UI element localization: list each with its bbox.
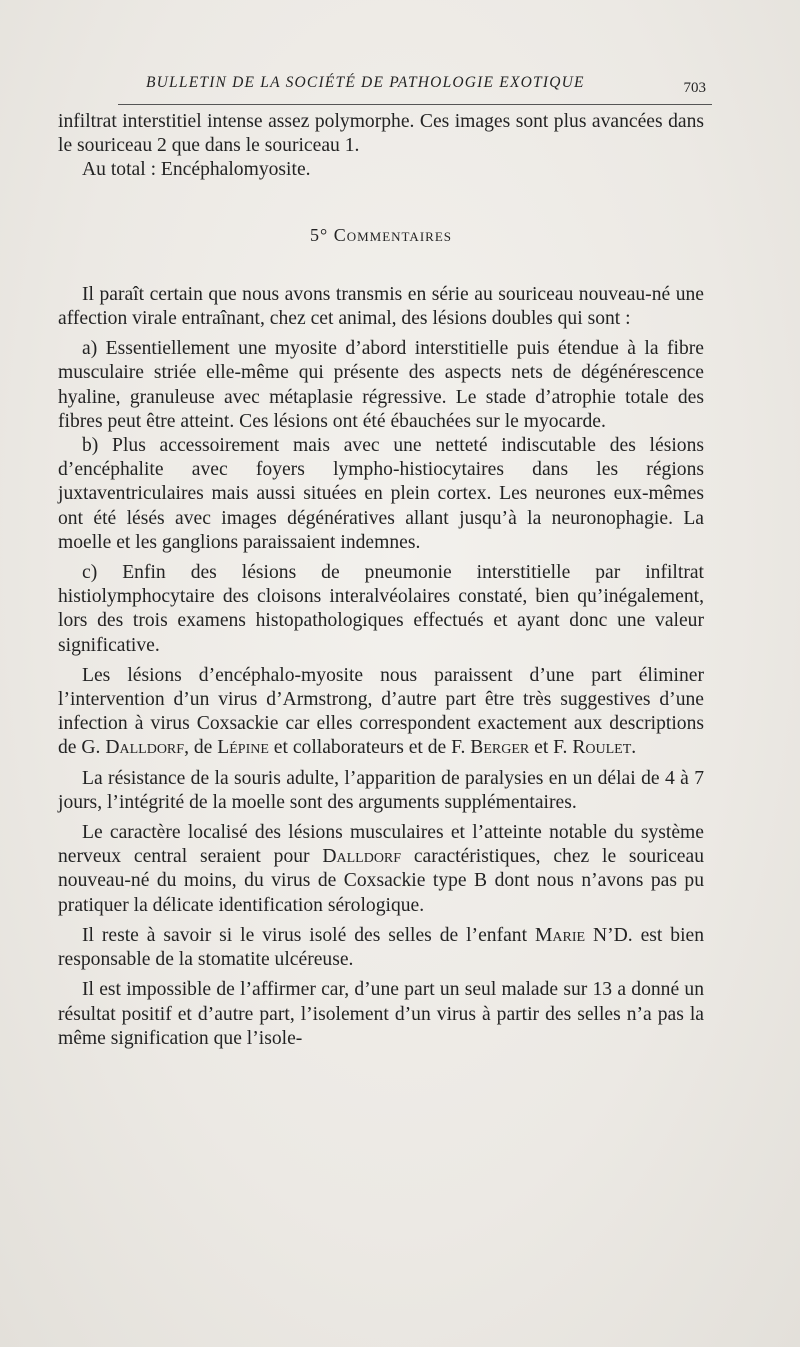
point-c-paragraph: c) Enfin des lésions de pneumonie interstitielle par infiltrat histiolymphocytaire des cloisons interalvéolaires constaté, bien qu’inégalement, lors des trois examens histopathologiques effectués et ayant donc une valeur significative. [58,562,704,656]
author-dalldorf: Dalldorf [105,737,185,759]
running-head [118,74,712,105]
lesions-paragraph [58,664,704,761]
patient-name: Marie [534,924,586,946]
continuation-paragraph: infiltrat interstitiel intense assez polymorphe. Ces images sont plus avancées dans le souriceau 2 que dans le souriceau 1. [58,111,704,157]
section-title: Commentaires [333,224,452,245]
page-number: 703 [683,80,706,96]
author-dalldorf-2: Dalldorf [322,846,402,868]
reste-text-1: Il reste à savoir si le virus isolé des selles de l’enfant [82,924,535,946]
impossible-paragraph: Il est impossible de l’affirmer car, d’une part un seul malade sur 13 a donné un résultat positif et d’autre part, l’isolement d’un virus à partir des selles n’a pas la même signification que l’isole- [58,979,704,1049]
caractere-paragraph [58,821,704,918]
author-berger: Berger [470,737,530,759]
point-b-paragraph: b) Plus accessoirement mais avec une netteté indiscutable des lésions d’encéphalite avec foyers lympho-histiocytaires dans les régions juxtaventriculaires mais aussi situées en plein cortex. Les neurones eux-mêmes ont été lésés avec images dégénératives allant jusqu’à la neuronophagie. La moelle et les ganglions paraissaient indemnes. [58,435,704,553]
point-a-paragraph: a) Essentiellement une myosite d’abord interstitielle puis étendue à la fibre musculaire striée elle-même qui présente des aspects nets de dégénérescence hyaline, granuleuse avec métaplasie régressive. Le stade d’atrophie totale des fibres peut être atteint. Ces lésions ont été ébauchées sur le myocarde. [58,338,704,432]
author-lepine: Lépine [217,737,269,759]
intro-paragraph: Il paraît certain que nous avons transmis en série au souriceau nouveau-né une affection virale entraînant, chez cet animal, des lésions doubles qui sont : [58,283,704,330]
reste-text-2: N’D. est bien responsable de la stomatite ulcéreuse. [58,924,705,971]
journal-title: BULLETIN DE LA SOCIÉTÉ DE PATHOLOGIE EXOTIQUE [146,74,585,91]
section-number: 5° [309,224,329,245]
caractere-text-2: caractéristiques, chez le souriceau nouveau-né du moins, du virus de Coxsackie type B dont nous n’avons pas pu pratiquer la délicate identification sérologique. [58,846,704,916]
article-body [58,110,704,1051]
lesions-text-4: et F. [529,737,573,759]
lesions-text-3: et collaborateurs et de F. [268,737,471,759]
resistance-paragraph: La résistance de la souris adulte, l’apparition de paralysies en un délai de 4 à 7 jours, l’intégrité de la moelle sont des arguments supplémentaires. [58,767,704,813]
reste-paragraph [58,924,704,972]
author-roulet: Roulet [572,737,632,759]
lesions-text-5: . [631,737,637,759]
summary-line: Au total : Encéphalomyosite. [82,159,311,181]
lesions-text-2: , de [184,737,218,759]
section-heading [58,223,704,247]
caractere-text-1: Le caractère localisé des lésions musculaires et l’atteinte notable du système nerveux central seraient pour [58,822,704,868]
lesions-text-1: Les lésions d’encéphalo-myosite nous paraissent d’une part éliminer l’intervention d’un virus d’Armstrong, d’autre part être très suggestives d’une infection à virus Coxsackie car elles correspondent exactement aux descriptions de G. [58,664,704,759]
